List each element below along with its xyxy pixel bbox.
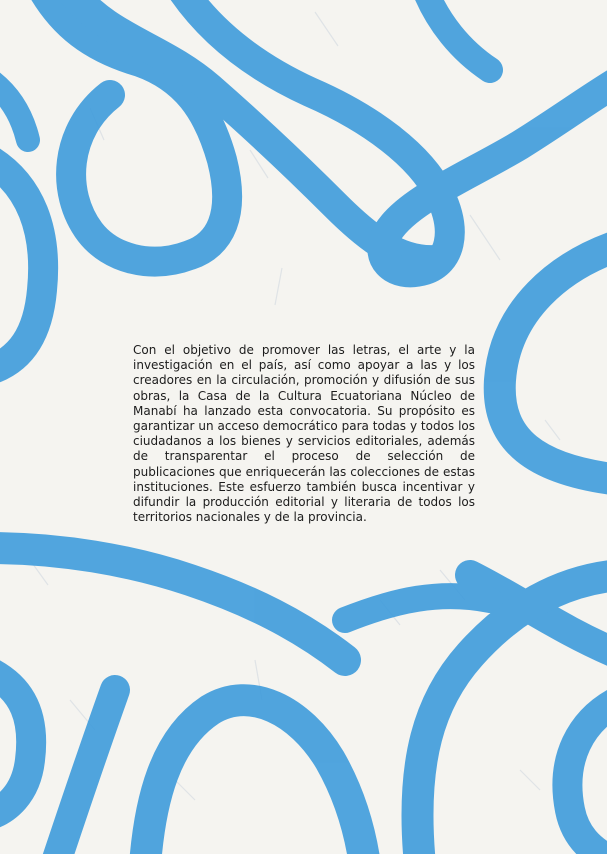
stroke-bottom-left-sweep: [0, 548, 345, 660]
stroke-left-stub: [0, 80, 28, 140]
body-paragraph: Con el objetivo de promover las letras, el arte y la investigación en el país, así como apoyar a las y los creadores en la circulación, promoción y difusión de sus obras, la Casa de la Cultura Ecuatoriana Núcleo de Manabí ha lanzado esta convocatoria. Su propósito es garantizar un acceso democrático para todas y todos los ciudadanos a los bienes y servicios editoriales, además de transparentar el proceso de selección de publicaciones que enriquecerán las colecciones de estas instituciones. Este esfuerzo también busca incentivar y difundir la producción editorial y literaria de todos los territorios nacionales y de la provincia.: [133, 343, 475, 525]
stroke-bottom-center: [145, 700, 365, 854]
stroke-bottom-diagonal-1: [55, 690, 115, 854]
stroke-right-arc: [500, 245, 607, 480]
stroke-top-right-hook: [425, 0, 490, 70]
stroke-bottom-left-hook: [0, 672, 31, 815]
stroke-left-arc: [0, 160, 43, 370]
stroke-bottom-mid-diagonal: [345, 596, 490, 620]
stroke-bottom-right-loop: [567, 700, 607, 854]
